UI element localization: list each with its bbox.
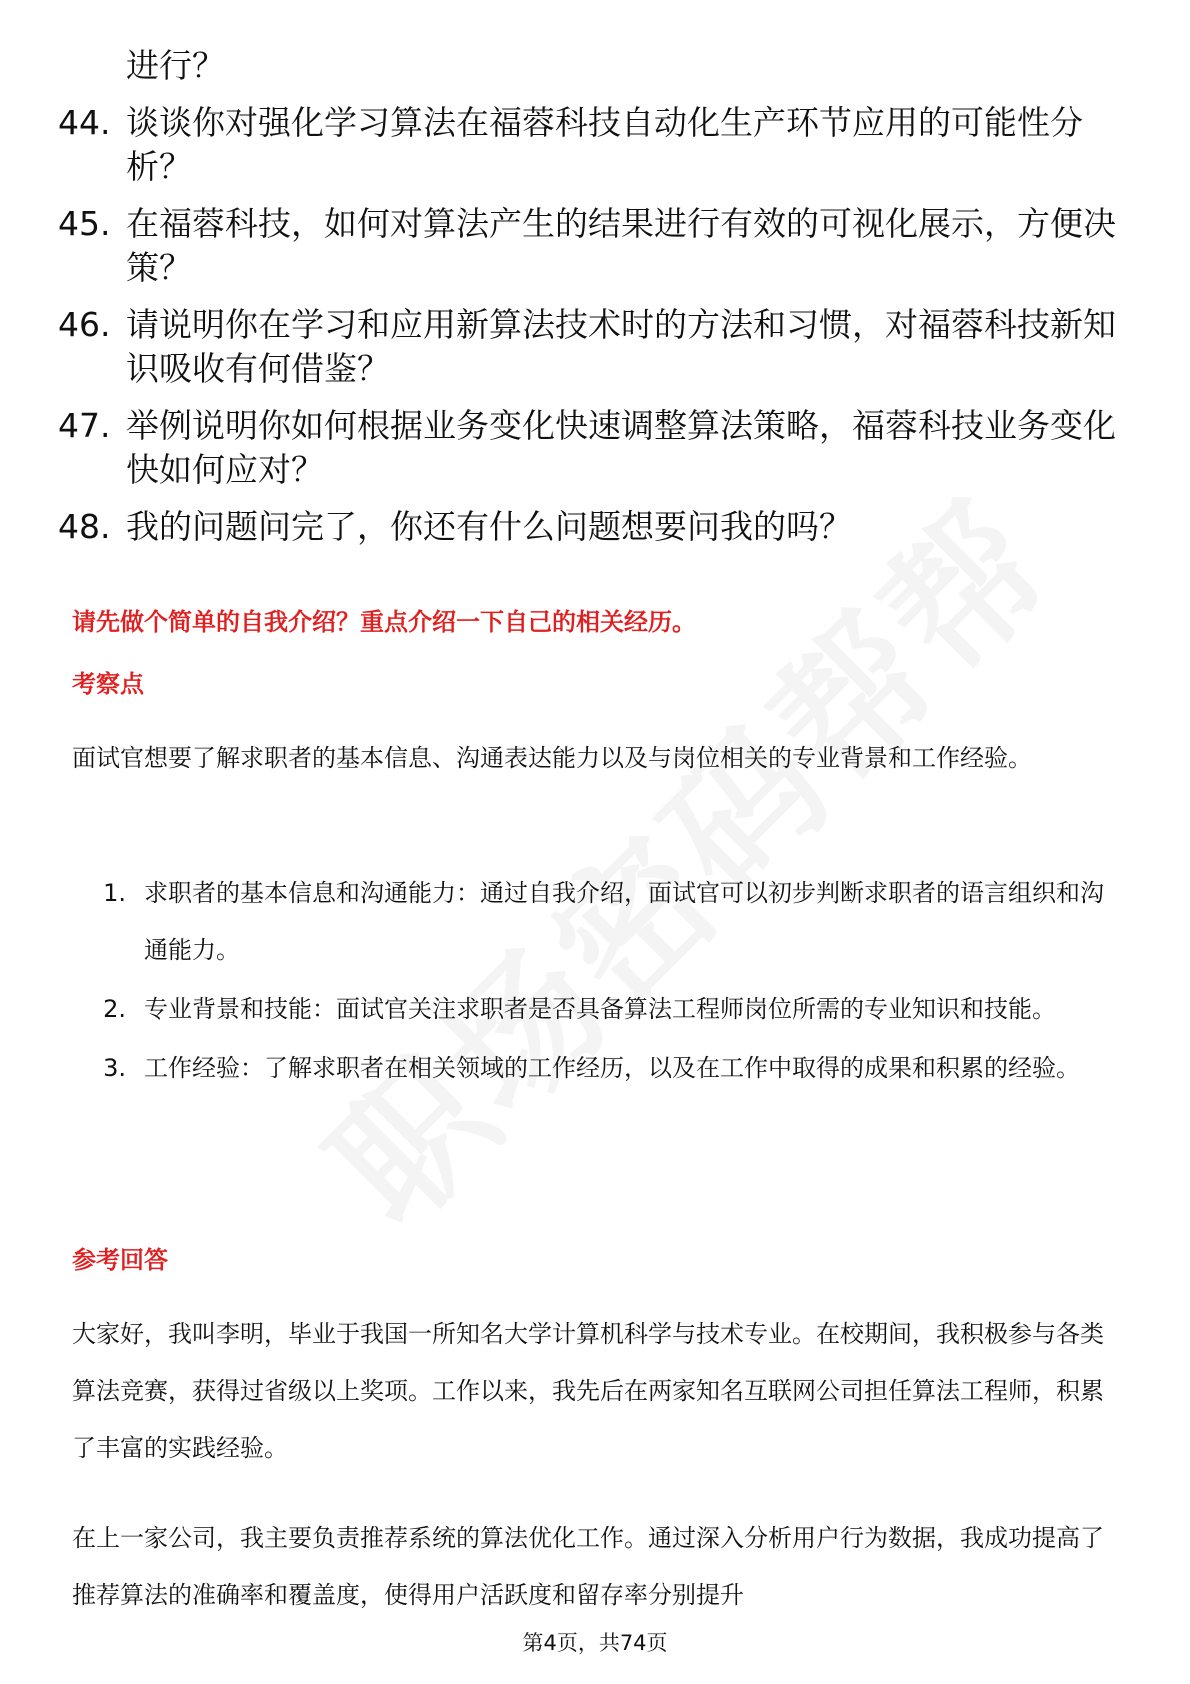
question-number: 45. (58, 204, 111, 243)
question-number: 46. (58, 305, 111, 344)
list-text: 求职者的基本信息和沟通能力：通过自我介绍，面试官可以初步判断求职者的语言组织和沟通能力。 (144, 879, 1104, 964)
question-item (58, 101, 1118, 189)
question-number: 48. (58, 507, 111, 546)
question-item (58, 505, 1118, 549)
question-text: 谈谈你对强化学习算法在福蓉科技自动化生产环节应用的可能性分析？ (126, 103, 1083, 186)
section-heading-assessment: 考察点 (72, 670, 144, 698)
page-footer: 第4页，共74页 (522, 1631, 668, 1655)
question-text: 在福蓉科技，如何对算法产生的结果进行有效的可视化展示，方便决策？ (126, 204, 1116, 287)
question-number: 44. (58, 103, 111, 142)
assessment-intro: 面试官想要了解求职者的基本信息、沟通表达能力以及与岗位相关的专业背景和工作经验。 (72, 744, 1032, 772)
list-number: 2. (103, 995, 126, 1023)
question-text: 进行？ (126, 46, 225, 85)
question-number: 47. (58, 406, 111, 445)
question-item (58, 44, 1118, 88)
question-text: 请说明你在学习和应用新算法技术时的方法和习惯，对福蓉科技新知识吸收有何借鉴？ (126, 305, 1116, 388)
list-number: 3. (103, 1054, 126, 1082)
section-heading-reference-answer: 参考回答 (72, 1246, 168, 1274)
question-text: 举例说明你如何根据业务变化快速调整算法策略，福蓉科技业务变化快如何应对？ (126, 406, 1116, 489)
answer-paragraph: 大家好，我叫李明，毕业于我国一所知名大学计算机科学与技术专业。在校期间，我积极参与各类算法竞赛，获得过省级以上奖项。工作以来，我先后在两家知名互联网公司担任算法工程师，积累了丰富的实践经验。 (72, 1320, 1104, 1462)
question-item (58, 404, 1118, 492)
question-list (58, 44, 1118, 562)
list-number: 1. (103, 879, 126, 907)
question-item (58, 202, 1118, 290)
assessment-list (72, 865, 1120, 1099)
highlighted-question: 请先做个简单的自我介绍？重点介绍一下自己的相关经历。 (72, 608, 696, 636)
assessment-list-item (72, 1040, 1120, 1097)
question-item (58, 303, 1118, 391)
answer-paragraph: 在上一家公司，我主要负责推荐系统的算法优化工作。通过深入分析用户行为数据，我成功提高了推荐算法的准确率和覆盖度，使得用户活跃度和留存率分别提升 (72, 1524, 1104, 1609)
assessment-list-item (72, 981, 1120, 1038)
list-text: 工作经验：了解求职者在相关领域的工作经历，以及在工作中取得的成果和积累的经验。 (144, 1054, 1080, 1082)
list-text: 专业背景和技能：面试官关注求职者是否具备算法工程师岗位所需的专业知识和技能。 (144, 995, 1056, 1023)
assessment-list-item (72, 865, 1120, 979)
question-text: 我的问题问完了，你还有什么问题想要问我的吗？ (126, 507, 852, 546)
